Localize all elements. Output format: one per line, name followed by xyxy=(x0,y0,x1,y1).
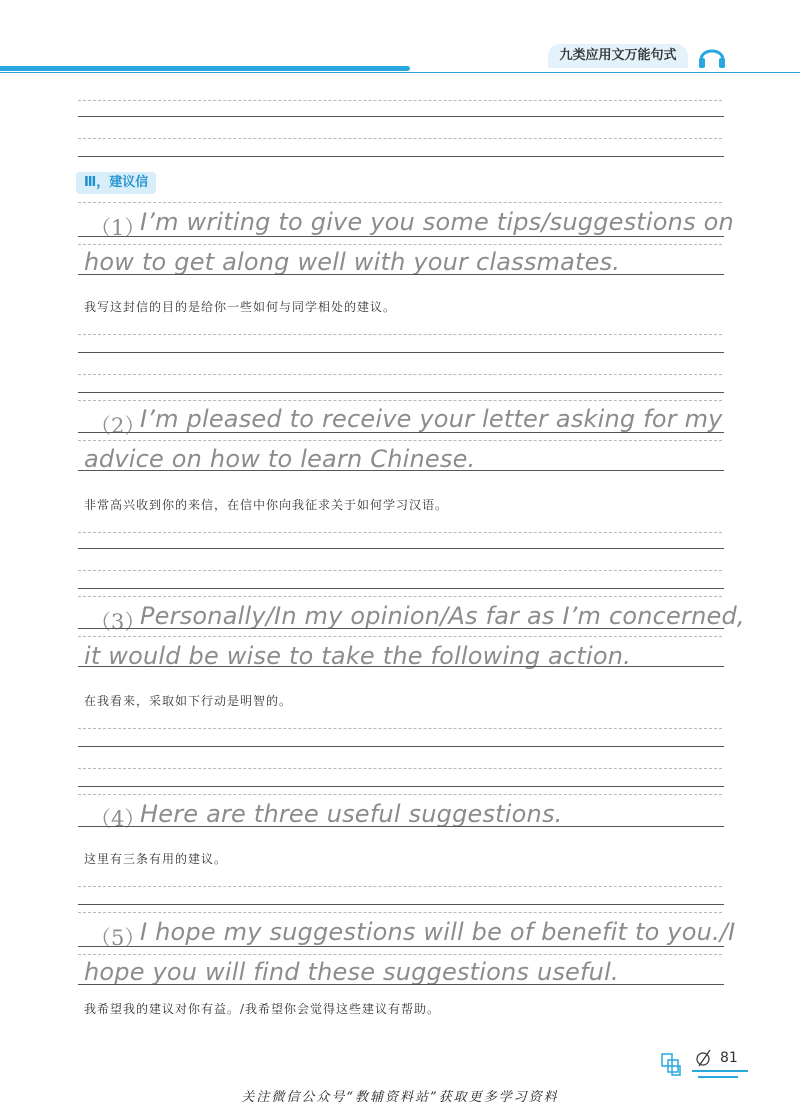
guide-line xyxy=(78,596,722,597)
guide-line xyxy=(78,392,724,393)
sentence-line: it would be wise to take the following action. xyxy=(84,642,631,670)
sentence-translation: 我写这封信的目的是给你一些如何与同学相处的建议。 xyxy=(84,300,397,314)
sentence-number: （4） xyxy=(90,807,146,831)
sentence-line: I hope my suggestions will be of benefit to you./I xyxy=(140,918,736,946)
guide-line xyxy=(78,570,722,571)
sentence-number: （3） xyxy=(90,610,146,634)
guide-line xyxy=(78,746,724,747)
sentence-translation: 我希望我的建议对你有益。/我希望你会觉得这些建议有帮助。 xyxy=(84,1002,441,1016)
guide-line xyxy=(78,274,724,275)
sentence-number: （1） xyxy=(90,216,146,240)
guide-line xyxy=(78,116,724,117)
guide-line xyxy=(78,912,722,913)
footer-note: 关注微信公众号“教辅资料站”获取更多学习资料 xyxy=(241,1090,559,1105)
guide-line xyxy=(78,636,722,637)
guide-line xyxy=(78,374,722,375)
header-rule xyxy=(0,72,800,73)
guide-line xyxy=(78,826,724,827)
guide-line xyxy=(78,588,724,589)
sentence-line: advice on how to learn Chinese. xyxy=(84,445,476,473)
guide-line xyxy=(78,768,722,769)
guide-line xyxy=(78,400,722,401)
guide-line xyxy=(78,236,724,237)
sentence-line: I’m writing to give you some tips/suggestions on xyxy=(140,208,734,236)
pen-icon xyxy=(695,1048,713,1068)
guide-line xyxy=(78,156,724,157)
guide-line xyxy=(78,984,724,985)
sentence-line: hope you will find these suggestions useful. xyxy=(84,958,619,986)
sentence-line: I’m pleased to receive your letter asking for my xyxy=(140,405,723,433)
sentence-translation: 非常高兴收到你的来信，在信中你向我征求关于如何学习汉语。 xyxy=(84,498,449,512)
guide-line xyxy=(78,440,722,441)
guide-line xyxy=(78,954,722,955)
guide-line xyxy=(78,202,722,203)
sentence-line: Here are three useful suggestions. xyxy=(140,800,563,828)
footer-rule xyxy=(698,1076,738,1078)
guide-line xyxy=(78,470,724,471)
guide-line xyxy=(78,532,722,533)
sentence-line: how to get along well with your classmates. xyxy=(84,248,621,276)
header-accent-bar xyxy=(0,66,410,71)
guide-line xyxy=(78,548,724,549)
sentence-line: Personally/In my opinion/As far as I’m concerned, xyxy=(140,602,745,630)
guide-line xyxy=(78,666,724,667)
sentence-number: （2） xyxy=(90,414,146,438)
guide-line xyxy=(78,728,722,729)
sentence-translation: 这里有三条有用的建议。 xyxy=(84,852,228,866)
guide-line xyxy=(78,886,722,887)
guide-line xyxy=(78,786,724,787)
section-badge: Ⅲ，建议信 xyxy=(76,172,156,194)
guide-line xyxy=(78,138,722,139)
sentence-translation: 在我看来，采取如下行动是明智的。 xyxy=(84,694,293,708)
guide-line xyxy=(78,100,722,101)
guide-line xyxy=(78,946,724,947)
guide-line xyxy=(78,904,724,905)
footer-rule xyxy=(692,1070,748,1072)
guide-line xyxy=(78,334,722,335)
header-title: 九类应用文万能句式 xyxy=(548,44,688,68)
page-number: 81 xyxy=(720,1050,738,1066)
guide-line xyxy=(78,244,722,245)
headphone-icon xyxy=(697,42,727,70)
guide-line xyxy=(78,432,724,433)
guide-line xyxy=(78,628,724,629)
sentence-number: （5） xyxy=(90,926,146,950)
book-icon xyxy=(660,1052,684,1078)
guide-line xyxy=(78,352,724,353)
guide-line xyxy=(78,794,722,795)
